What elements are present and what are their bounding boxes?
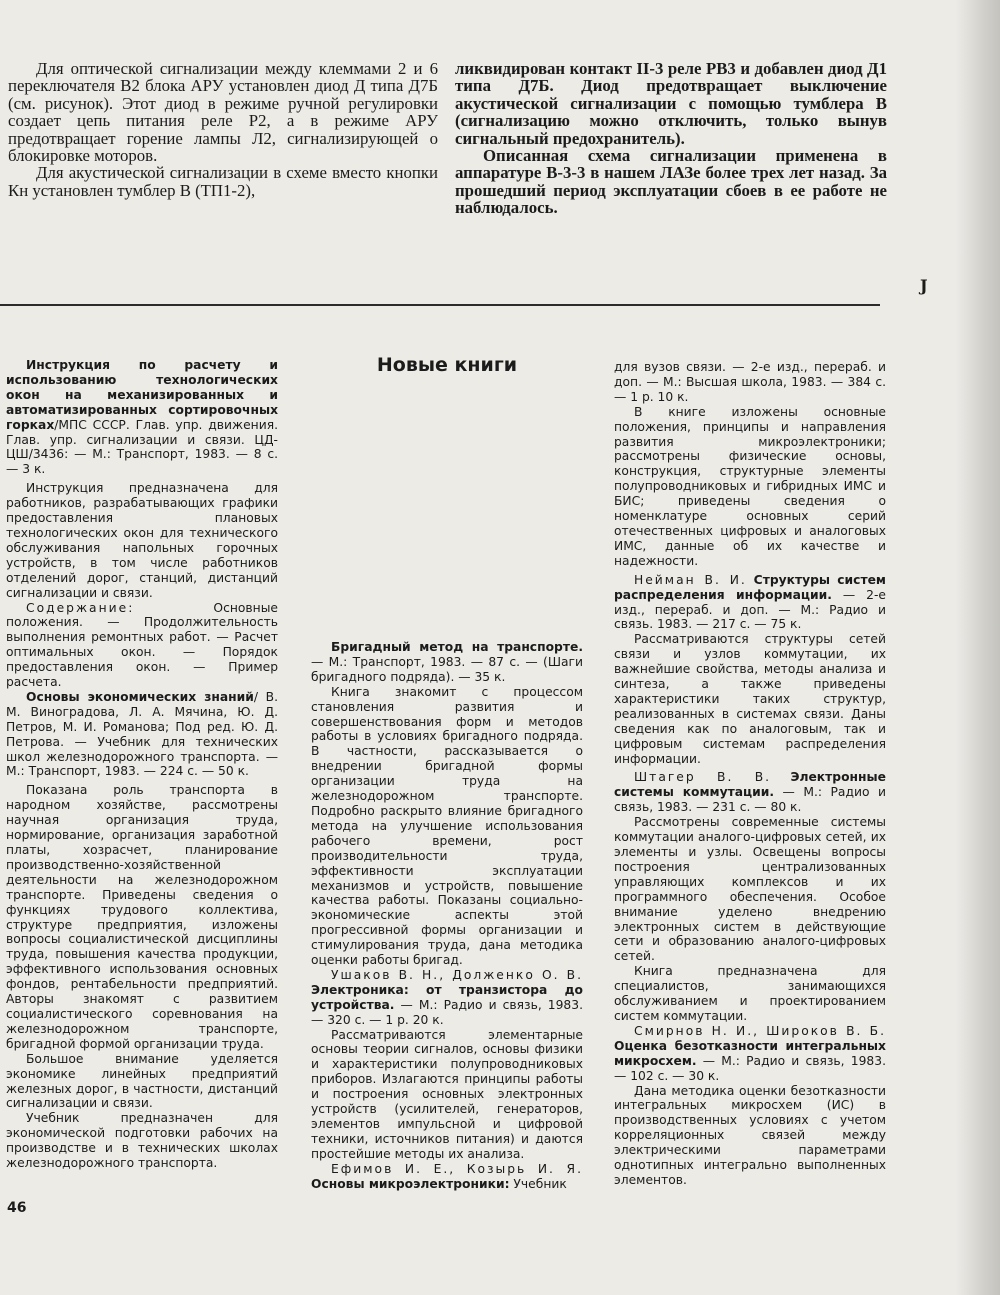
- book-authors: Смирнов Н. И., Широков В. Б.: [634, 1023, 886, 1038]
- margin-mark: J: [920, 276, 928, 295]
- page-edge-shadow: [956, 0, 1000, 1295]
- book-entry: [6, 358, 278, 477]
- book-title: Электроника: от транзистора до устройства.: [311, 982, 583, 1012]
- top-left-column: [8, 60, 438, 199]
- section-heading: Новые книги: [376, 354, 518, 376]
- book-authors: Нейман В. И.: [634, 572, 747, 587]
- book-meta: — М.: Радио и связь, 1983. — 231 с. — 80 к.: [614, 785, 886, 815]
- book-description: Рассмотрены современные системы коммутации аналого-цифровых сетей, их элементы и узлы. Освещены вопросы построения централизованных управляющих комплексов и их программного обеспечения. Особое внимание уделено внедрению электронных систем в действующие сети и образованию аналого-цифровых сетей.: [614, 815, 886, 964]
- book-description: Учебник предназначен для экономической подготовки рабочих на производстве и в технических школах железнодорожного транспорта.: [6, 1111, 278, 1171]
- book-description: Показана роль транспорта в народном хозяйстве, рассмотрены научная организация труда, нормирование, организация заработной платы, хозрасчет, планирование производственно-хозяйственной деятельности на железнодорожном транспорте. Приведены сведения о функциях трудового коллектива, структуре предприятия, изложены вопросы социалистической дисциплины труда, повышения качества продукции, эффективного использования основных фондов, рентабельности предприятий. Авторы знакомят с развитием социалистического соревнования на железнодорожном транспорте, бригадной формой организации труда.: [6, 783, 278, 1051]
- book-meta: — М.: Радио и связь, 1983. — 102 с. — 30 к.: [614, 1053, 886, 1083]
- book-description: Книга знакомит с процессом становления развития и совершенствования форм и методов работы в условиях бригадного подряда. В частности, рассказывается о внедрении бригадной формы организации труда на железнодорожном транспорте. Подробно раскрыто влияние бригадного метода на улучшение использования рабочего времени, рост производительности труда, эффективности эксплуатации механизмов и устройств, повышение качества работы. Показаны социально-экономические аспекты этой прогрессивной формы организации и стимулирования труда, дана методика оценки работы бригад.: [311, 684, 583, 968]
- paragraph: Для оптической сигнализации между клеммами 2 и 6 переключателя В2 блока АРУ установлен диод Д типа Д7Б (см. рисунок). Этот диод в режиме ручной регулировки создает цепь питания реле Р2, а в режиме АРУ предотвращает горение лампы Л2, сигнализирующей о блокировке моторов.: [8, 59, 438, 166]
- books-column-2: [311, 354, 583, 1192]
- book-authors: Ефимов И. Е., Козырь И. Я.: [331, 1161, 583, 1176]
- book-entry: [614, 1024, 886, 1084]
- book-title: Бригадный метод на транспорте.: [331, 640, 583, 654]
- paragraph: Для акустической сигнализации в схеме вместо кнопки Кн установлен тумблер В (ТП1-2),: [8, 163, 438, 200]
- book-description: Книга предназначена для специалистов, занимающихся обслуживанием и проектированием систем коммутации.: [614, 964, 886, 1023]
- book-authors: Ушаков В. Н., Долженко О. В.: [331, 967, 583, 982]
- book-entry: [311, 640, 583, 685]
- book-entry: [614, 770, 886, 815]
- book-title: Основы микроэлектроники:: [311, 1176, 510, 1191]
- book-title: Инструкция по расчету и использованию технологических окон на механизированных и автоматизированных сортировочных горках: [6, 358, 278, 432]
- contents-text: Основные положения. — Продолжительность выполнения ремонтных работ. — Расчет оптимальных окон. — Порядок предоставления окон. — Пример расчета.: [6, 600, 278, 690]
- book-entry: [6, 690, 278, 779]
- books-column-1: [6, 358, 278, 1171]
- book-description: Инструкция предназначена для работников, разрабатывающих графики предоставления плановых технологических окон для технического обслуживания напольных горочных устройств, в том числе работников отделений дорог, станций, дистанций сигнализации и связи.: [6, 481, 278, 600]
- book-title: Структуры систем распределения информации.: [614, 572, 886, 602]
- page-number: 46: [7, 1200, 27, 1216]
- book-entry: [311, 968, 583, 1028]
- book-meta: Учебник: [509, 1176, 567, 1191]
- book-title: Основы экономических знаний: [26, 689, 254, 704]
- section-divider: [0, 304, 880, 306]
- book-contents: [6, 601, 278, 690]
- book-description: Большое внимание уделяется экономике линейных предприятий железных дорог, в частности, дистанций сигнализации и связи.: [6, 1051, 278, 1111]
- book-meta: — М.: Транспорт, 1983. — 87 с. — (Шаги бригадного подряда). — 35 к.: [311, 654, 583, 684]
- paragraph: ликвидирован контакт II-3 реле РВ3 и добавлен диод Д1 типа Д7Б. Диод предотвращает выключение акустической сигнализации с помощью тумблера В (сигнализацию можно отключить, только вынув сигнальный предохранитель).: [455, 59, 887, 148]
- book-title: Оценка безотказности интегральных микросхем.: [614, 1038, 886, 1068]
- book-meta: / В. М. Виноградова, Л. А. Мячина, Ю. Д. Петров, М. И. Романова; Под ред. Ю. Д. Петрова. — Учебник для технических школ железнодорожного транспорта. — М.: Транспорт, 1983. — 224 с. — 50 к.: [6, 689, 278, 779]
- book-meta: /МПС СССР. Глав. упр. движения. Глав. упр. сигнализации и связи. ЦД-ЦШ/3436: — М.: Транспорт, 1983. — 8 с. — 3 к.: [6, 417, 278, 477]
- paragraph: Описанная схема сигнализации применена в аппаратуре В-3-3 в нашем ЛАЗе более трех лет назад. За прошедший период эксплуатации сбоев в ее работе не наблюдалось.: [455, 146, 887, 218]
- book-title: Электронные системы коммутации.: [614, 770, 886, 800]
- contents-label: Содержание:: [26, 600, 135, 615]
- book-description: Рассматриваются элементарные основы теории сигналов, основы физики и характеристики полупроводниковых приборов. Излагаются принципы работы и построения основных электронных устройств (усилителей, генераторов, элементов импульсной и цифровой техники, источников питания) и даются простейшие методы их анализа.: [311, 1027, 583, 1161]
- books-column-3: [614, 360, 886, 1188]
- book-entry: [614, 573, 886, 633]
- book-meta: — М.: Радио и связь, 1983. — 320 с. — 1 р. 20 к.: [311, 997, 583, 1027]
- book-description: Дана методика оценки безотказности интегральных микросхем (ИС) в производственных условиях с учетом корреляционных связей между электрическими параметрами однотипных интегрально выполненных элементов.: [614, 1083, 886, 1187]
- book-description: Рассматриваются структуры сетей связи и узлов коммутации, их важнейшие свойства, методы анализа и синтеза, а также приведены характеристики таких структур, реализованных в системах связи. Даны сведения как по аналоговым, так и цифровым системам распределения информации.: [614, 632, 886, 766]
- book-authors: Штагер В. В.: [634, 770, 772, 785]
- top-right-column: [455, 60, 887, 217]
- book-meta: для вузов связи. — 2-е изд., перераб. и доп. — М.: Высшая школа, 1983. — 384 с. — 1 р. 10 к.: [614, 360, 886, 404]
- book-entry: [311, 1162, 583, 1192]
- book-meta: — 2-е изд., перераб. и доп. — М.: Радио и связь. 1983. — 217 с. — 75 к.: [614, 587, 886, 632]
- book-description: В книге изложены основные положения, принципы и направления развития микроэлектроники; рассмотрены физические основы, конструкция, структурные элементы полупроводниковых и гибридных ИМС и БИС; приведены сведения о номенклатуре основных серий отечественных цифровых и аналоговых ИМС, данные об их качестве и надежности.: [614, 404, 886, 568]
